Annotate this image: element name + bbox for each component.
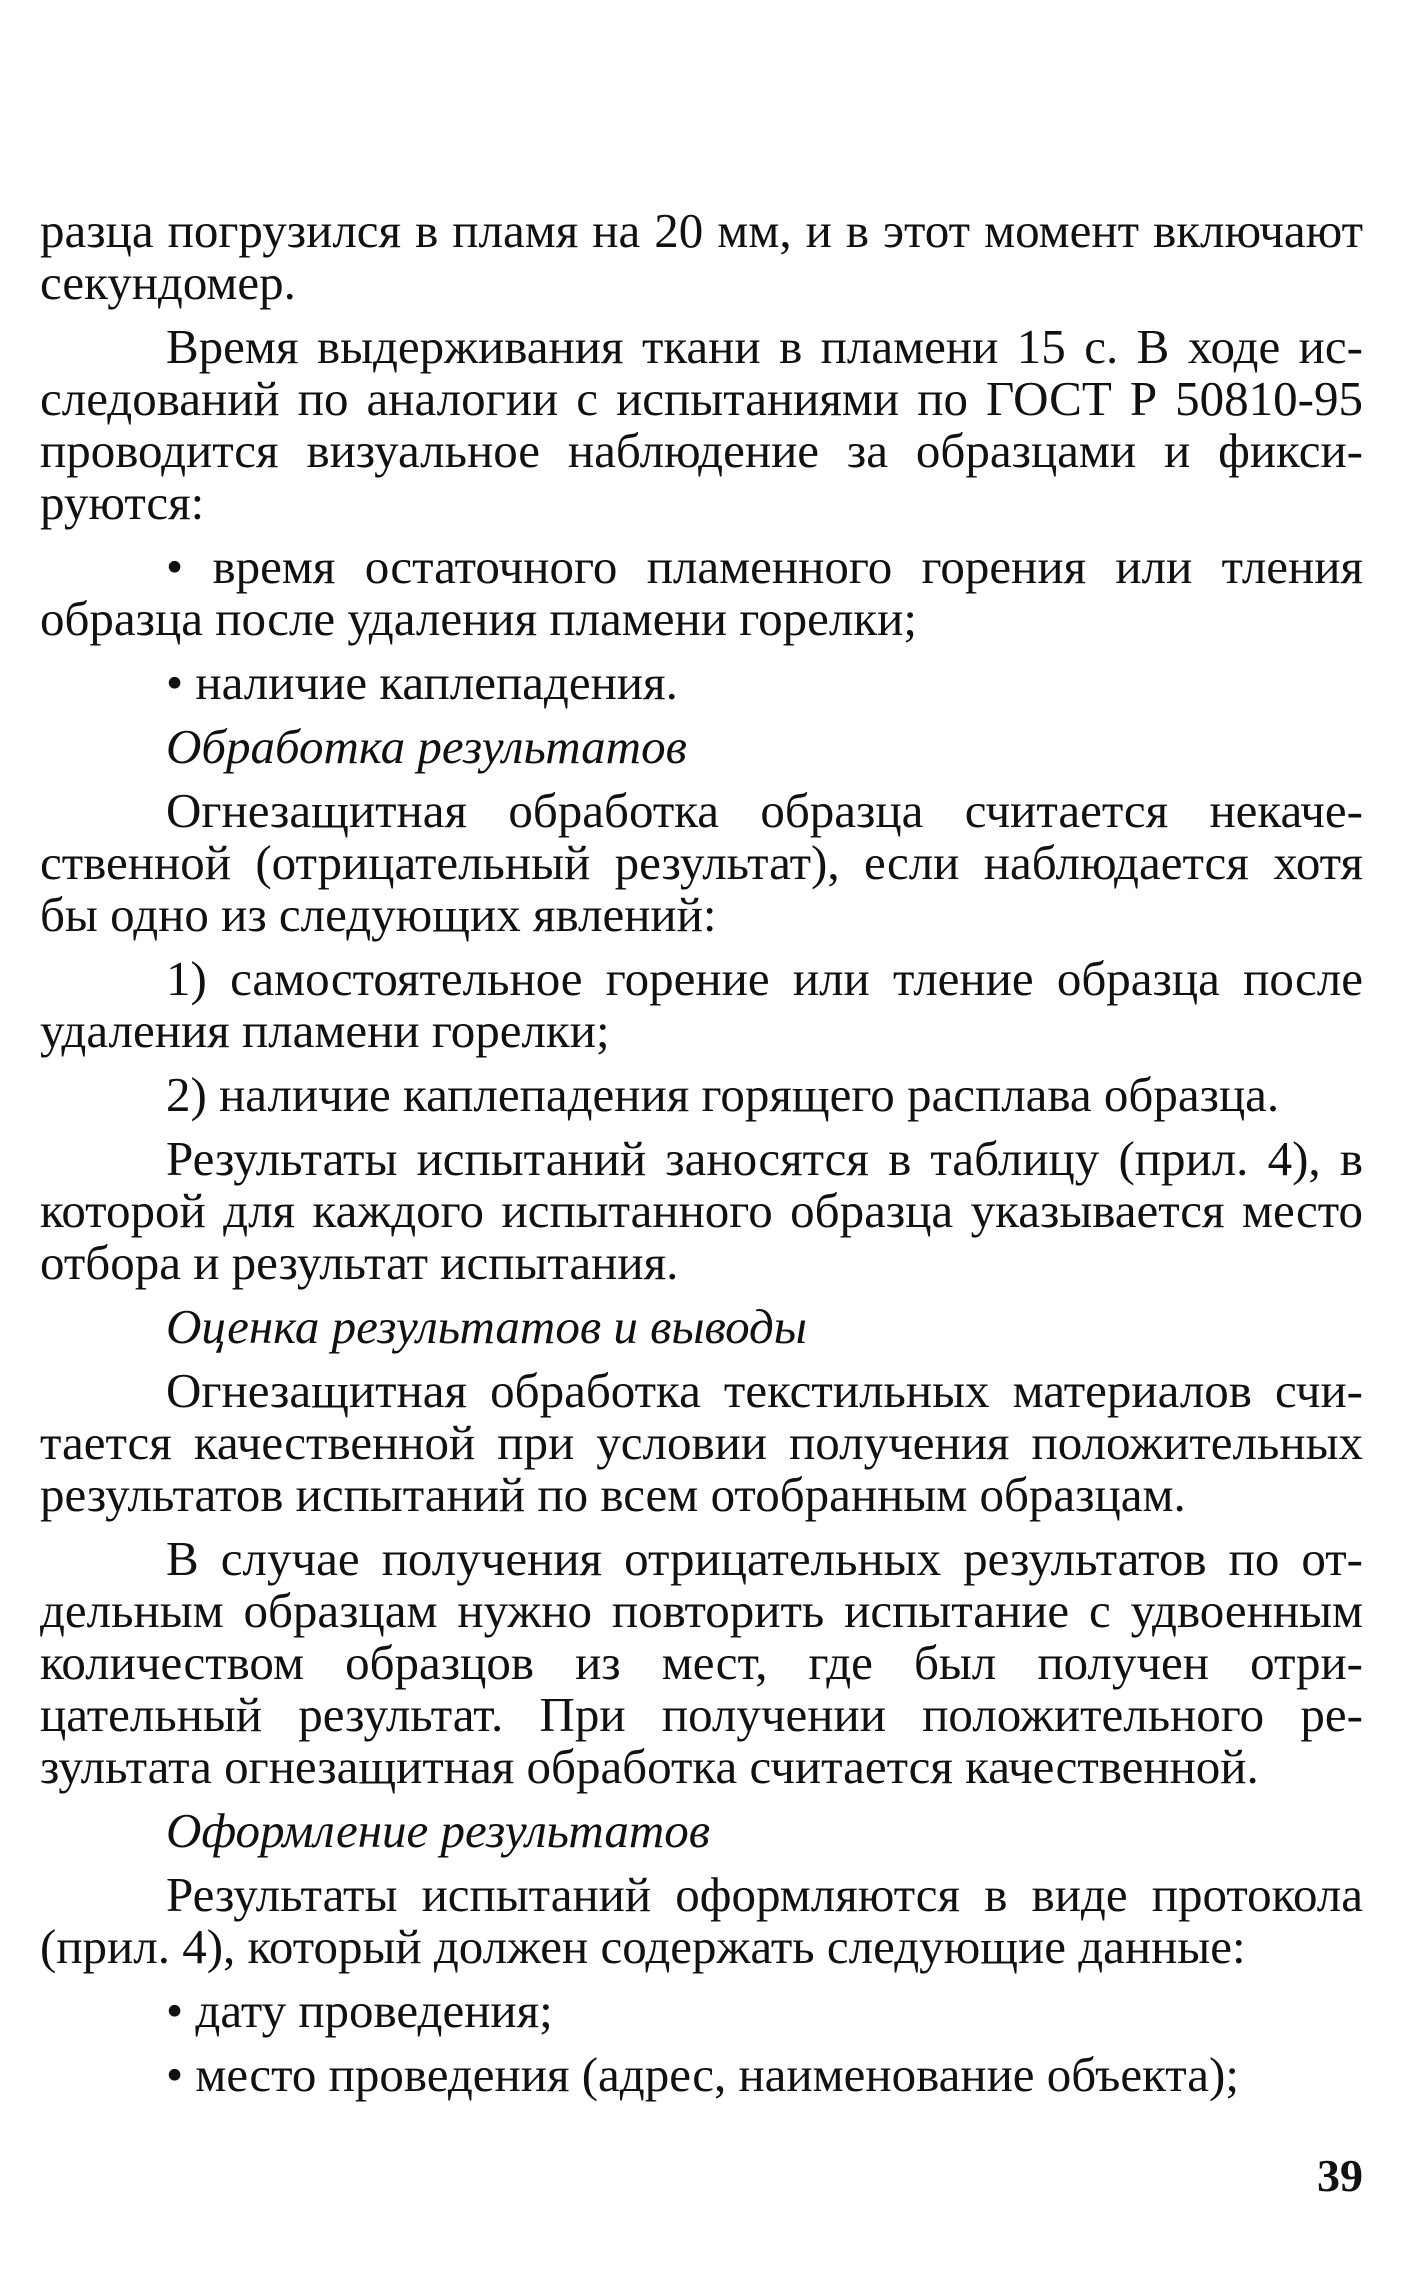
paragraph-quality-condition: Огнезащитная обработка текстильных материалов считается качественной при условии получения положительных результатов испытаний по всем отобранным образцам. [40,1363,1363,1522]
paragraph-negative-result: Огнезащитная обработка образца считается некачественной (отрицательный результат), если наблюдается хотя бы одно из следующих явлений: [40,783,1363,942]
bullet-location: • место проведения (адрес, наименование объекта); [40,2049,1363,2101]
bullet-date: • дату проведения; [40,1985,1363,2037]
bullet-dripping: • наличие каплепадения. [40,657,1363,709]
bullet-afterflame-time: • время остаточного пламенного горения или тления образца после удаления пламени горелки; [40,541,1363,645]
section-heading-documentation: Оформление результатов [166,1803,710,1858]
list-item-1: 1) самостоятельное горение или тление образца после удаления пламени горелки; [40,951,1363,1058]
list-item-2: 2) наличие каплепадения горящего расплава образца. [166,1067,1280,1122]
paragraph-protocol: Результаты испытаний оформляются в виде протокола (прил. 4), который должен содержать следующие данные: [40,1867,1363,1974]
section-heading-evaluation: Оценка результатов и выводы [166,1299,807,1354]
section-heading-processing: Обработка результатов [166,719,687,774]
paragraph-results-table: Результаты испытаний заносятся в таблицу (прил. 4), в которой для каждого испытанного образца указывается место отбора и результат испытания. [40,1131,1363,1290]
paragraph-continuation: разца погрузился в пламя на 20 мм, и в этот момент включают секундомер. [40,203,1363,310]
page-number: 39 [1317,2150,1363,2201]
paragraph-retest: В случае получения отрицательных результатов по отдельным образцам нужно повторить испытание с удвоенным количеством образцов из мест, где был получен отрицательный результат. При получении положительного результата огнезащитная обработка считается качественной. [40,1531,1363,1794]
paragraph-exposure-time: Время выдерживания ткани в пламени 15 с. В ходе исследований по аналогии с испытаниями по ГОСТ Р 50810-95 проводится визуальное наблюдение за образцами и фиксируются: [40,319,1363,530]
